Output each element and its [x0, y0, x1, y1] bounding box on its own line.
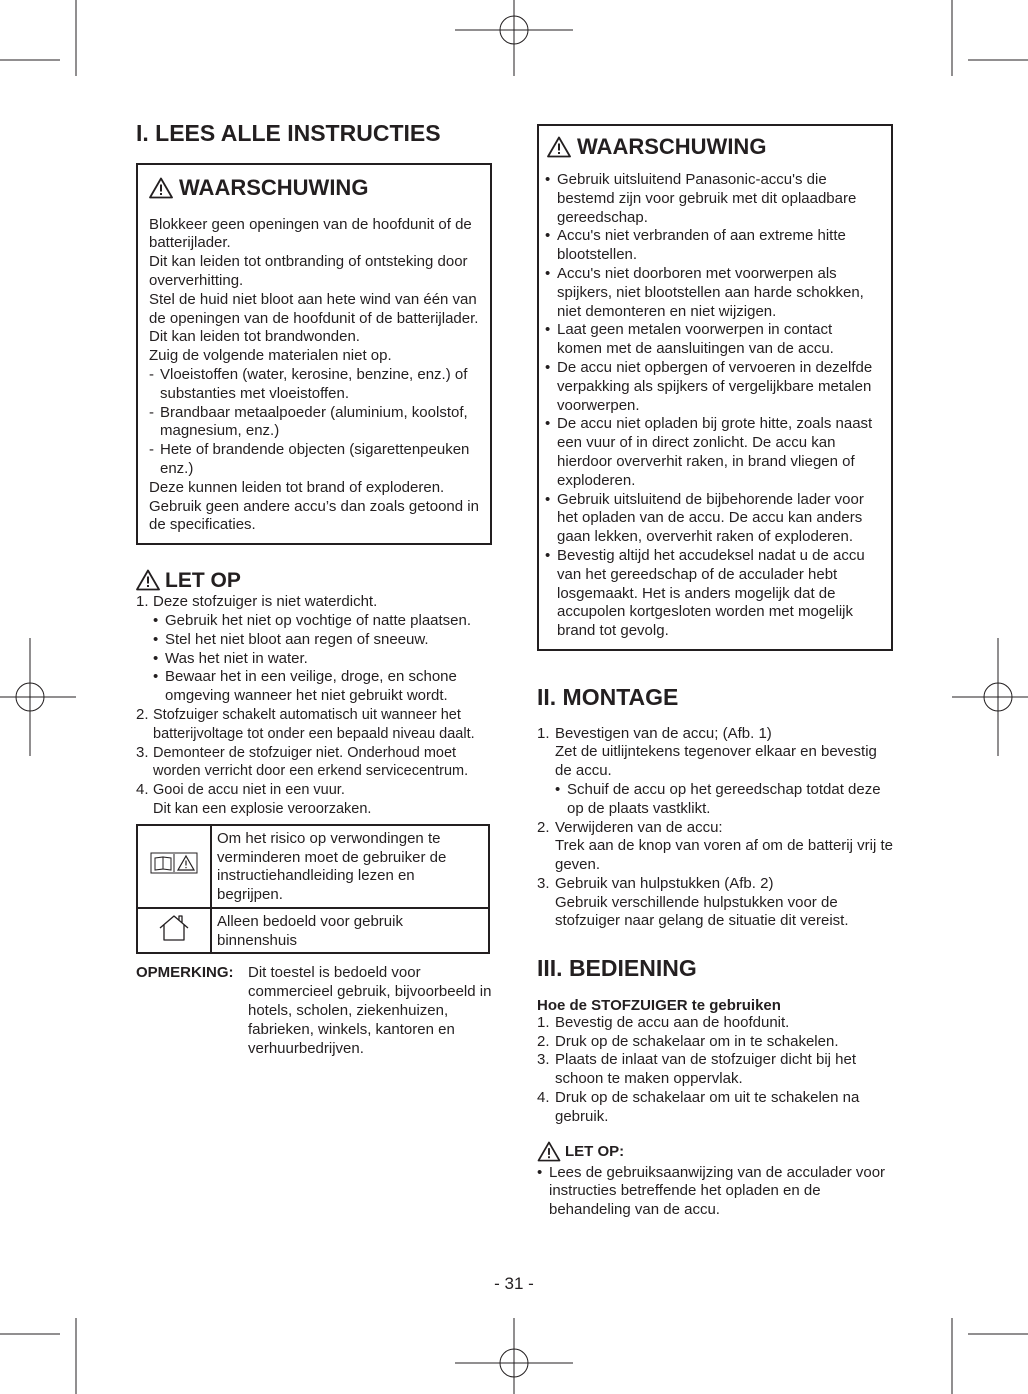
note [136, 964, 492, 1058]
warning-triangle-icon [136, 569, 160, 591]
list-item: 2. Stofzuiger schakelt automatisch uit wanneer het batterijvoltage tot onder een bepaald niveau daalt. [136, 705, 475, 742]
caution-title: LET OP [136, 569, 492, 591]
list-item: - Hete of brandende objecten (sigarettenpeuken enz.) [149, 441, 470, 477]
list-item: - Vloeistoffen (water, kerosine, benzine, enz.) of substanties met vloeistoffen. [149, 365, 468, 402]
house-icon [157, 913, 191, 943]
manual-warning-icon [150, 852, 198, 874]
list-item: • De accu niet opladen bij grote hitte, zoals naast een vuur of in direct zonlicht. De accu kan hierdoor oververhit raken, in brand vliegen of exploderen. [545, 415, 873, 489]
list-item: • Laat geen metalen voorwerpen in contact komen met de aansluitingen van de accu. [545, 321, 834, 358]
warning-list [545, 171, 881, 641]
section-title-bediening: III. BEDIENING [537, 955, 697, 982]
list-item: 4. Druk op de schakelaar om uit te schakelen na gebruik. [537, 1089, 860, 1125]
warning-triangle-icon [547, 136, 571, 158]
list-item: • Was het niet in water. [153, 649, 308, 667]
list-item: • Accu's niet doorboren met voorwerpen als spijkers, niet blootstellen aan harde schokken, niet demonteren en niet wijzigen. [545, 264, 864, 320]
warning-triangle-icon [537, 1141, 561, 1162]
caution-title-small: LET OP: [537, 1141, 893, 1162]
warning-text: Blokkeer geen openingen van de hoofdunit of de batterijlader. Dit kan leiden tot ontbranding of ontsteking door oververhitting. Stel de huid niet bloot aan hete wind van één van de openingen van de hoofdunit of de batterijlader. Dit kan leiden tot brandwonden. Zuig de volgende materialen niet op. - Vloeistoffen (water, kerosine, benzine, enz.) of substanties met vloeistoffen. - Brandbaar metaalpoeder (aluminium, koolstof, magnesium, enz.) - Hete of brandende objecten (sigarettenpeuken enz.) Deze kunnen leiden tot brand of exploderen. Gebruik geen andere accu’s dan zoals getoond in de specificaties. [149, 215, 479, 534]
list-item: 4. Gooi de accu niet in een vuur. [136, 781, 345, 799]
list-item: • Gebruik het niet op vochtige of natte plaatsen. [153, 611, 472, 629]
warning-title: WAARSCHUWING [545, 136, 881, 158]
list-item: • Bewaar het in een veilige, droge, en schone omgeving wanneer het niet gebruikt wordt. [153, 668, 457, 705]
list-item: 3. Plaats de inlaat van de stofzuiger dicht bij het schoon te maken oppervlak. [537, 1051, 857, 1088]
warning-box-battery [537, 124, 893, 651]
list-item: • Bevestig altijd het accudeksel nadat u de accu van het gereedschap of de acculader hebt losgemaakt. Het is anders mogelijk dat de accupolen kortgesloten worden met mogelijk brand tot gevolg. [545, 546, 865, 640]
montage-list: 1. Bevestigen van de accu; (Afb. 1) Zet de uitlijntekens tegenover elkaar en bevestig de accu. • Schuif de accu op het gereedschap totdat deze op de plaats vastklikt. 2. Verwijderen van de accu: Trek aan de knop van voren af om de batterij vrij te geven. 3. Gebruik van hulpstukken (Afb. 2) Gebruik verschillende hulpstukken voor de stofzuiger naar gelang de situatie dit vereist. [537, 724, 893, 930]
list-item: - Brandbaar metaalpoeder (aluminium, koolstof, magnesium, enz.) [149, 403, 468, 440]
note-text: Dit toestel is bedoeld voor commercieel gebruik, bijvoorbeeld in hotels, scholen, ziekenhuizen, fabrieken, winkels, kantoren en verhuurbedrijven. [248, 964, 492, 1057]
list-item: • De accu niet opbergen of vervoeren in dezelfde verpakking als spijkers of vergelijkbare metalen voorwerpen. [545, 358, 873, 414]
list-item: • Gebruik uitsluitend Panasonic-accu's die bestemd zijn voor gebruik met dit oplaadbare gereedschap. [545, 171, 857, 226]
steps-list [537, 1014, 893, 1127]
symbol-table [136, 824, 490, 955]
list-item: 2. Verwijderen van de accu: [537, 818, 723, 836]
list-item: • Gebruik uitsluitend de bijbehorende lader voor het opladen van de accu. De accu kan anders gaan lekken, oververhit raken of exploderen. [545, 490, 864, 546]
list-item: 1. Deze stofzuiger is niet waterdicht. [136, 593, 378, 611]
table-row: Om het risico op verwondingen te verminderen moet de gebruiker de instructiehandleiding lezen en begrijpen. [137, 825, 489, 908]
caution-section [136, 569, 492, 819]
page-number: - 31 - [494, 1274, 534, 1293]
symbol-cell [137, 908, 211, 954]
list-item: 1. Bevestigen van de accu; (Afb. 1) [537, 724, 772, 742]
left-column [136, 120, 492, 1058]
symbol-cell [137, 825, 211, 908]
list-item: 3. Gebruik van hulpstukken (Afb. 2) [537, 874, 774, 892]
warning-title: WAARSCHUWING [149, 177, 480, 199]
warning-triangle-icon [149, 177, 173, 199]
section-title-instructions: I. LEES ALLE INSTRUCTIES [136, 120, 441, 146]
list-item: 2. Druk op de schakelaar om in te schakelen. [537, 1032, 839, 1050]
list-item: • Schuif de accu op het gereedschap totdat deze op de plaats vastklikt. [555, 780, 881, 817]
subtitle: Hoe de STOFZUIGER te gebruiken [537, 996, 781, 1014]
list-item: 3. Demonteer de stofzuiger niet. Onderhoud moet worden verricht door een erkend servicecentrum. [136, 743, 469, 780]
note-label: OPMERKING: [136, 964, 234, 982]
list-item: • Stel het niet bloot aan regen of sneeuw. [153, 630, 429, 648]
section-title-montage: II. MONTAGE [537, 683, 679, 710]
list-item: • Accu's niet verbranden of aan extreme hitte blootstellen. [545, 227, 846, 264]
table-row: Alleen bedoeld voor gebruik binnenshuis [137, 908, 489, 954]
list-item: • Lees de gebruiksaanwijzing van de acculader voor instructies betreffende het opladen en de behandeling van de accu. [537, 1163, 886, 1219]
caution-list: 1. Deze stofzuiger is niet waterdicht. • Gebruik het niet op vochtige of natte plaatsen. • Stel het niet bloot aan regen of sneeuw. • Was het niet in water. • Bewaar het in een veilige, droge, en schone omgeving wanneer het niet gebruikt wordt. 2. Stofzuiger schakelt automatisch uit wanneer het batterijvoltage tot onder een bepaald niveau daalt. 3. Demonteer de stofzuiger niet. Onderhoud moet worden verricht door een erkend servicecentrum. 4. Gooi de accu niet in een vuur. Dit kan een explosie veroorzaken. [136, 593, 492, 819]
right-column [537, 124, 893, 1220]
warning-box [136, 163, 492, 546]
list-item: 1. Bevestig de accu aan de hoofdunit. [537, 1013, 790, 1031]
